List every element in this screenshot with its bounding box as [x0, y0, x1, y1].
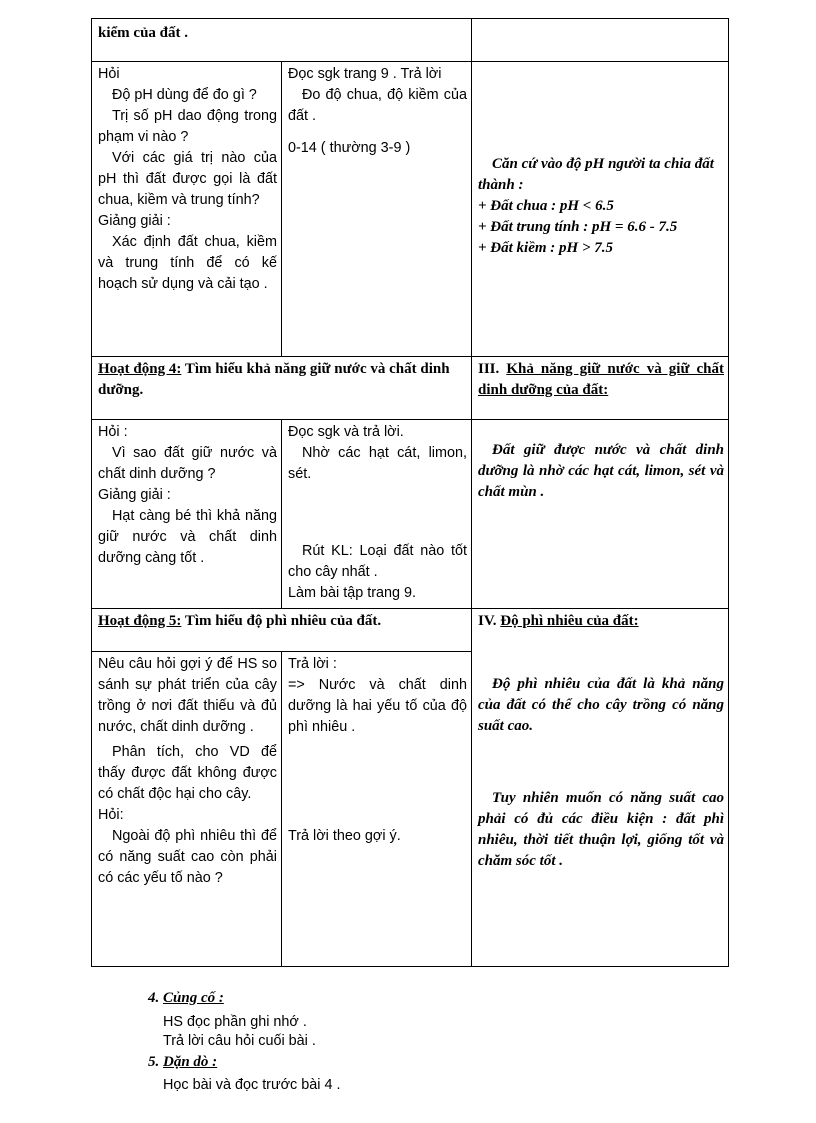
- table-row: [92, 62, 729, 357]
- student-text: Rút KL: Loại đất nào tốt cho cây nhất .: [288, 543, 467, 580]
- section-heading: [148, 1054, 217, 1071]
- student-text: Làm bài tập trang 9.: [288, 585, 416, 601]
- content-text: + Đất chua : pH < 6.5: [478, 197, 614, 214]
- student-cell: [282, 420, 472, 609]
- student-text: Nhờ các hạt cát, limon, sét.: [288, 445, 467, 482]
- teacher-cell: [92, 62, 282, 357]
- student-text: Đọc sgk và trả lời.: [288, 424, 404, 440]
- table-cell: [472, 19, 729, 62]
- teacher-text: Độ pH dùng để đo gì ?: [112, 87, 257, 103]
- table-cell: [92, 19, 472, 62]
- teacher-text: Giảng giải :: [98, 487, 171, 503]
- section-number: 5.: [148, 1054, 160, 1070]
- teacher-text: Nêu câu hỏi gợi ý để HS so sánh sự phát triển của cây trồng ở nơi đất thiếu và đủ nước, chất dinh dưỡng .: [98, 656, 277, 735]
- section-number: 4.: [148, 990, 160, 1006]
- teacher-text: Xác định đất chua, kiềm và trung tính để có kế hoạch sử dụng và cải tạo .: [98, 234, 277, 292]
- activity-header: [92, 357, 472, 420]
- section-title: Độ phì nhiêu của đất:: [500, 613, 639, 629]
- student-text: Trả lời :: [288, 656, 337, 672]
- teacher-cell: [92, 420, 282, 609]
- activity-title: Tìm hiểu độ phì nhiêu của đất.: [184, 613, 382, 629]
- section-title: Khả năng giữ nước và giữ chất dinh dưỡng của đất:: [478, 361, 724, 398]
- content-text: + Đất trung tính : pH = 6.6 - 7.5: [478, 218, 678, 235]
- content-cell: [472, 609, 729, 967]
- table-row: [92, 420, 729, 609]
- student-text: Đọc sgk trang 9 . Trả lời: [288, 66, 442, 82]
- table-row: [92, 19, 729, 62]
- activity-title: Tìm hiểu khả năng giữ nước và chất dinh dưỡng.: [98, 361, 450, 398]
- section-number: IV.: [478, 613, 497, 629]
- section-title: Dặn dò :: [163, 1054, 218, 1070]
- content-cell: [472, 62, 729, 357]
- section-title: Củng cố :: [163, 990, 224, 1006]
- activity-label: Hoạt động 4:: [98, 361, 182, 377]
- teacher-text: Vì sao đất giữ nước và chất dinh dưỡng ?: [98, 445, 277, 482]
- teacher-text: Hạt càng bé thì khả năng giữ nước và chất dinh dưỡng càng tốt .: [98, 508, 277, 566]
- lesson-table: [91, 18, 729, 967]
- student-text: Đo độ chua, độ kiềm của đất .: [288, 87, 467, 124]
- table-row: [92, 609, 729, 652]
- teacher-text: Với các giá trị nào của pH thì đất được gọi là đất chua, kiềm và trung tính?: [98, 150, 277, 208]
- student-text: Trả lời theo gợi ý.: [288, 828, 401, 844]
- teacher-text: Hỏi: [98, 66, 120, 82]
- footer-line: Học bài và đọc trước bài 4 .: [163, 1077, 341, 1093]
- content-cell: [472, 420, 729, 609]
- teacher-text: Hỏi :: [98, 424, 128, 440]
- teacher-text: Trị số pH dao động trong phạm vi nào ?: [98, 108, 277, 145]
- footer-line: HS đọc phần ghi nhớ .: [163, 1014, 307, 1030]
- content-text: Đất giữ được nước và chất dinh dưỡng là nhờ các hạt cát, limon, sét và chất mùn .: [478, 442, 724, 500]
- activity-header: [92, 609, 472, 652]
- teacher-text: Giảng giải :: [98, 213, 171, 229]
- section-number: III.: [478, 361, 500, 377]
- content-text: Tuy nhiên muốn có năng suất cao phải có đủ các điều kiện : đất phì nhiêu, thời tiết thuận lợi, giống tốt và chăm sóc tốt .: [478, 790, 724, 869]
- section-heading: [148, 990, 224, 1007]
- student-cell: [282, 652, 472, 967]
- content-text: + Đất kiềm : pH > 7.5: [478, 239, 613, 256]
- table-row: [92, 357, 729, 420]
- footer-line: Trả lời câu hỏi cuối bài .: [163, 1033, 316, 1049]
- student-cell: [282, 62, 472, 357]
- cell-text: kiểm của đất .: [98, 25, 188, 41]
- content-text: Căn cứ vào độ pH người ta chia đất thành :: [478, 155, 714, 193]
- activity-label: Hoạt động 5:: [98, 613, 182, 629]
- teacher-cell: [92, 652, 282, 967]
- section-header: [472, 357, 729, 420]
- student-text: => Nước và chất dinh dưỡng là hai yếu tố của độ phì nhiêu .: [288, 677, 467, 735]
- teacher-text: Phân tích, cho VD để thấy được đất không được có chất độc hại cho cây.: [98, 744, 277, 802]
- content-text: Độ phì nhiêu của đất là khả năng của đất có thể cho cây trồng có năng suất cao.: [478, 676, 724, 734]
- student-text: 0-14 ( thường 3-9 ): [288, 140, 411, 156]
- teacher-text: Hỏi:: [98, 807, 124, 823]
- teacher-text: Ngoài độ phì nhiêu thì để có năng suất cao còn phải có các yếu tố nào ?: [98, 828, 277, 886]
